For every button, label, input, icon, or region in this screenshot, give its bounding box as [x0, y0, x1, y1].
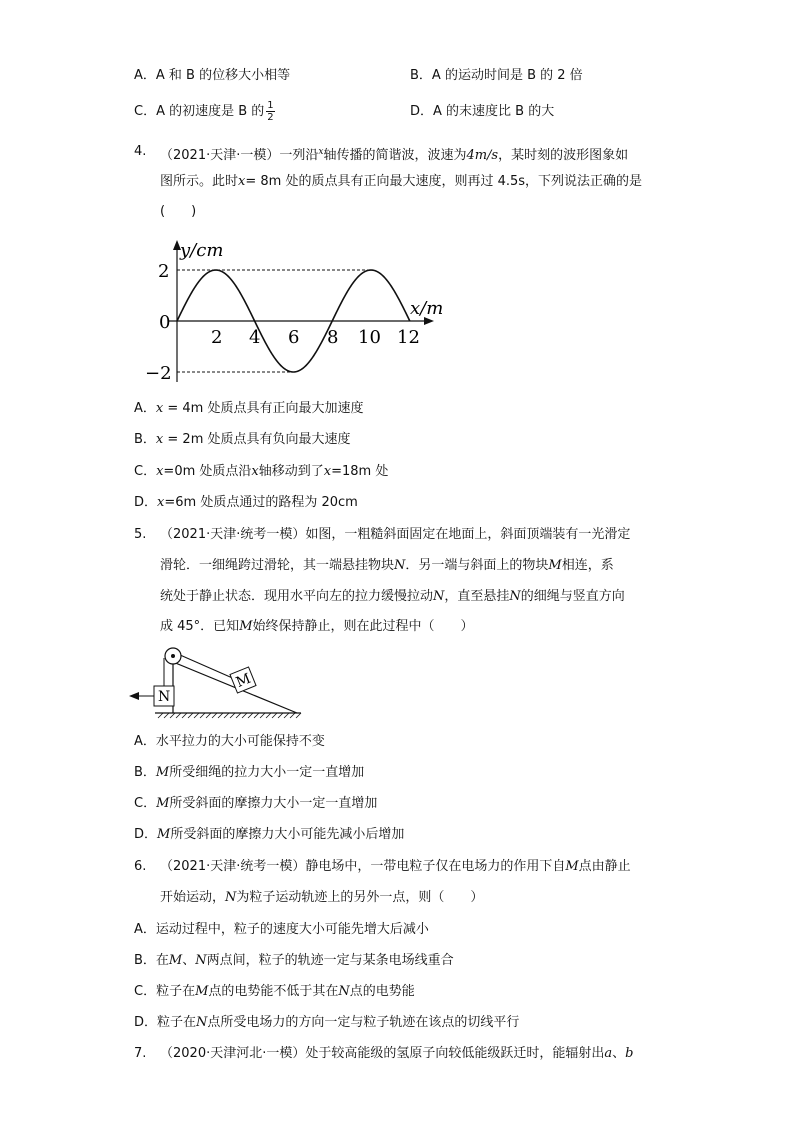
option-letter: C．	[134, 464, 157, 479]
q5-stem-text: 滑轮．一细绳跨过滑轮，其一端悬挂物块	[160, 558, 395, 573]
var-m: M	[168, 953, 183, 968]
x-tick-10: 10	[358, 327, 381, 348]
option-text: 所受细绳的拉力大小一定一直增加	[169, 765, 365, 780]
q5-stem-text: ．另一端与斜面上的物块	[405, 558, 549, 573]
q3-option-a: A．A 和 B 的位移大小相等	[134, 68, 291, 83]
q5-stem-line1: （2021·天津·统考一模）如图，一粗糙斜面固定在地面上，斜面顶端装有一光滑定	[160, 527, 631, 542]
x-tick-4: 4	[249, 327, 261, 348]
q7-stem-line1	[160, 1045, 633, 1063]
x-tick-8: 8	[327, 327, 339, 348]
var-m: M	[548, 558, 562, 573]
var-n: N	[509, 589, 521, 604]
x-tick-2: 2	[211, 327, 223, 348]
q3-option-b: B．A 的运动时间是 B 的 2 倍	[410, 68, 583, 83]
x-axis-label: x/m	[410, 298, 444, 319]
q4-answer-bracket: ( )	[160, 204, 197, 219]
q4-option-b	[134, 431, 351, 449]
var-m: M	[239, 619, 253, 634]
block-m	[230, 667, 256, 693]
origin-label: 0	[159, 312, 171, 333]
var-n: N	[433, 589, 445, 604]
q5-stem-text: 的细绳与竖直方向	[520, 589, 625, 604]
pulley-axle	[171, 654, 175, 658]
var-n: N	[196, 1015, 208, 1030]
q5-option-b	[134, 764, 364, 782]
y-tick-neg: −2	[145, 363, 172, 384]
q5-option-a: A．水平拉力的大小可能保持不变	[134, 734, 325, 749]
q4-option-c	[134, 463, 388, 481]
option-text: 所受斜面的摩擦力大小可能先减小后增加	[170, 827, 405, 842]
ground-hatching	[158, 713, 301, 718]
q5-stem-text: 始终保持静止，则在此过程中（ ）	[252, 619, 474, 634]
q4-stem-text: 轴传播的简谐波，波速为	[323, 148, 467, 163]
q5-stem-line3	[160, 588, 625, 606]
option-text: = 2m 处质点具有负向最大速度	[163, 432, 351, 447]
q7-stem-text: （2020·天津河北·一模）处于较高能级的氢原子向较低能级跃迁时，能辐射出	[160, 1046, 605, 1061]
var-m: M	[155, 765, 170, 780]
option-letter: D．	[134, 827, 158, 842]
y-tick-pos: 2	[158, 261, 170, 282]
q3-option-d: D．A 的末速度比 B 的大	[410, 104, 555, 119]
var-x: x	[156, 464, 164, 479]
option-letter: D．粒子在	[134, 1015, 197, 1030]
q6-stem-line2	[160, 889, 483, 907]
wave-graph	[145, 240, 443, 384]
fraction-denominator: 2	[267, 112, 274, 123]
q4-stem-text: （2021·天津·一模）一列沿	[160, 148, 319, 163]
wave-speed: 4m/s	[466, 148, 499, 163]
q6-stem-text: 开始运动，	[160, 890, 226, 905]
q5-stem-text: ，直至悬挂	[444, 589, 510, 604]
q6-option-b	[134, 952, 454, 970]
var-x: x	[251, 464, 259, 479]
var-n: N	[195, 953, 207, 968]
q5-option-d	[134, 826, 404, 844]
q6-number: 6.	[134, 859, 147, 874]
option-text: =6m 处质点通过的路程为 20cm	[164, 495, 358, 510]
block-n-label: N	[158, 689, 171, 705]
option-text: 轴移动到了	[258, 464, 324, 479]
separator: 、	[182, 953, 196, 968]
option-letter: C．粒子在	[134, 984, 196, 999]
q4-stem-text: ，某时刻的波形图象如	[498, 148, 629, 163]
q6-option-a: A．运动过程中，粒子的速度大小可能先增大后减小	[134, 922, 429, 937]
option-text: =0m 处质点沿	[163, 464, 252, 479]
q4-option-d	[134, 494, 358, 512]
q6-stem-text: 点由静止	[578, 859, 631, 874]
var-x: x	[238, 174, 246, 189]
block-m-label: M	[233, 670, 254, 691]
var-n: N	[394, 558, 406, 573]
q5-stem-text: 相连，系	[561, 558, 614, 573]
var-m: M	[157, 827, 171, 842]
q7-number: 7.	[134, 1046, 147, 1061]
option-letter: C．	[134, 796, 157, 811]
var-n: N	[338, 984, 350, 999]
var-n: N	[225, 890, 237, 905]
pull-force-arrow	[129, 692, 139, 700]
option-letter: B．	[134, 432, 156, 447]
var-m: M	[195, 984, 209, 999]
option-letter: A．	[134, 401, 156, 416]
q3-option-c-text: C．A 的初速度是 B 的	[134, 104, 265, 119]
q5-stem-text: 统处于静止状态．现用水平向左的拉力缓慢拉动	[160, 589, 434, 604]
q5-number: 5.	[134, 527, 147, 542]
q4-stem-text: 图所示。此时	[160, 174, 239, 189]
option-letter: B．在	[134, 953, 169, 968]
q5-stem-line4	[160, 618, 474, 636]
q6-option-d	[134, 1014, 519, 1032]
option-text: 两点间，粒子的轨迹一定与某条电场线重合	[206, 953, 454, 968]
var-x: x	[155, 432, 164, 447]
option-text: =18m 处	[331, 464, 389, 479]
option-letter: D．	[134, 495, 158, 510]
option-text: 所受斜面的摩擦力大小一定一直增加	[169, 796, 378, 811]
q6-stem-line1	[160, 858, 631, 876]
separator: 、	[612, 1046, 626, 1061]
q4-option-a	[134, 400, 363, 418]
incline-figure	[129, 648, 301, 718]
option-text: 点所受电场力的方向一定与粒子轨迹在该点的切线平行	[207, 1015, 520, 1030]
option-text: 点的电势能	[349, 984, 415, 999]
option-text: 点的电势能不低于其在	[208, 984, 339, 999]
y-axis-label: y/cm	[180, 240, 224, 261]
q4-number: 4.	[134, 144, 147, 159]
q5-stem-text: 成 45°．已知	[160, 619, 240, 634]
x-tick-12: 12	[397, 327, 420, 348]
q6-stem-text: （2021·天津·统考一模）静电场中，一带电粒子仅在电场力的作用下自	[160, 859, 566, 874]
var-b: b	[625, 1046, 634, 1061]
var-x: x	[323, 464, 332, 479]
var-x: x	[157, 495, 165, 510]
var-x: x	[318, 147, 324, 157]
q6-option-c	[134, 983, 415, 1001]
q4-stem-text: = 8m 处的质点具有正向最大速度，则再过 4.5s，下列说法正确的是	[245, 174, 643, 189]
x-tick-6: 6	[288, 327, 300, 348]
var-x: x	[155, 401, 164, 416]
fraction-numerator: 1	[267, 100, 274, 111]
var-a: a	[604, 1046, 613, 1061]
q6-stem-text: 为粒子运动轨迹上的另外一点，则（ ）	[236, 890, 484, 905]
option-text: = 4m 处质点具有正向最大加速度	[163, 401, 364, 416]
q5-option-c	[134, 795, 377, 813]
var-m: M	[565, 859, 579, 874]
var-m: M	[156, 796, 170, 811]
q5-stem-line2	[160, 557, 614, 575]
option-letter: B．	[134, 765, 156, 780]
